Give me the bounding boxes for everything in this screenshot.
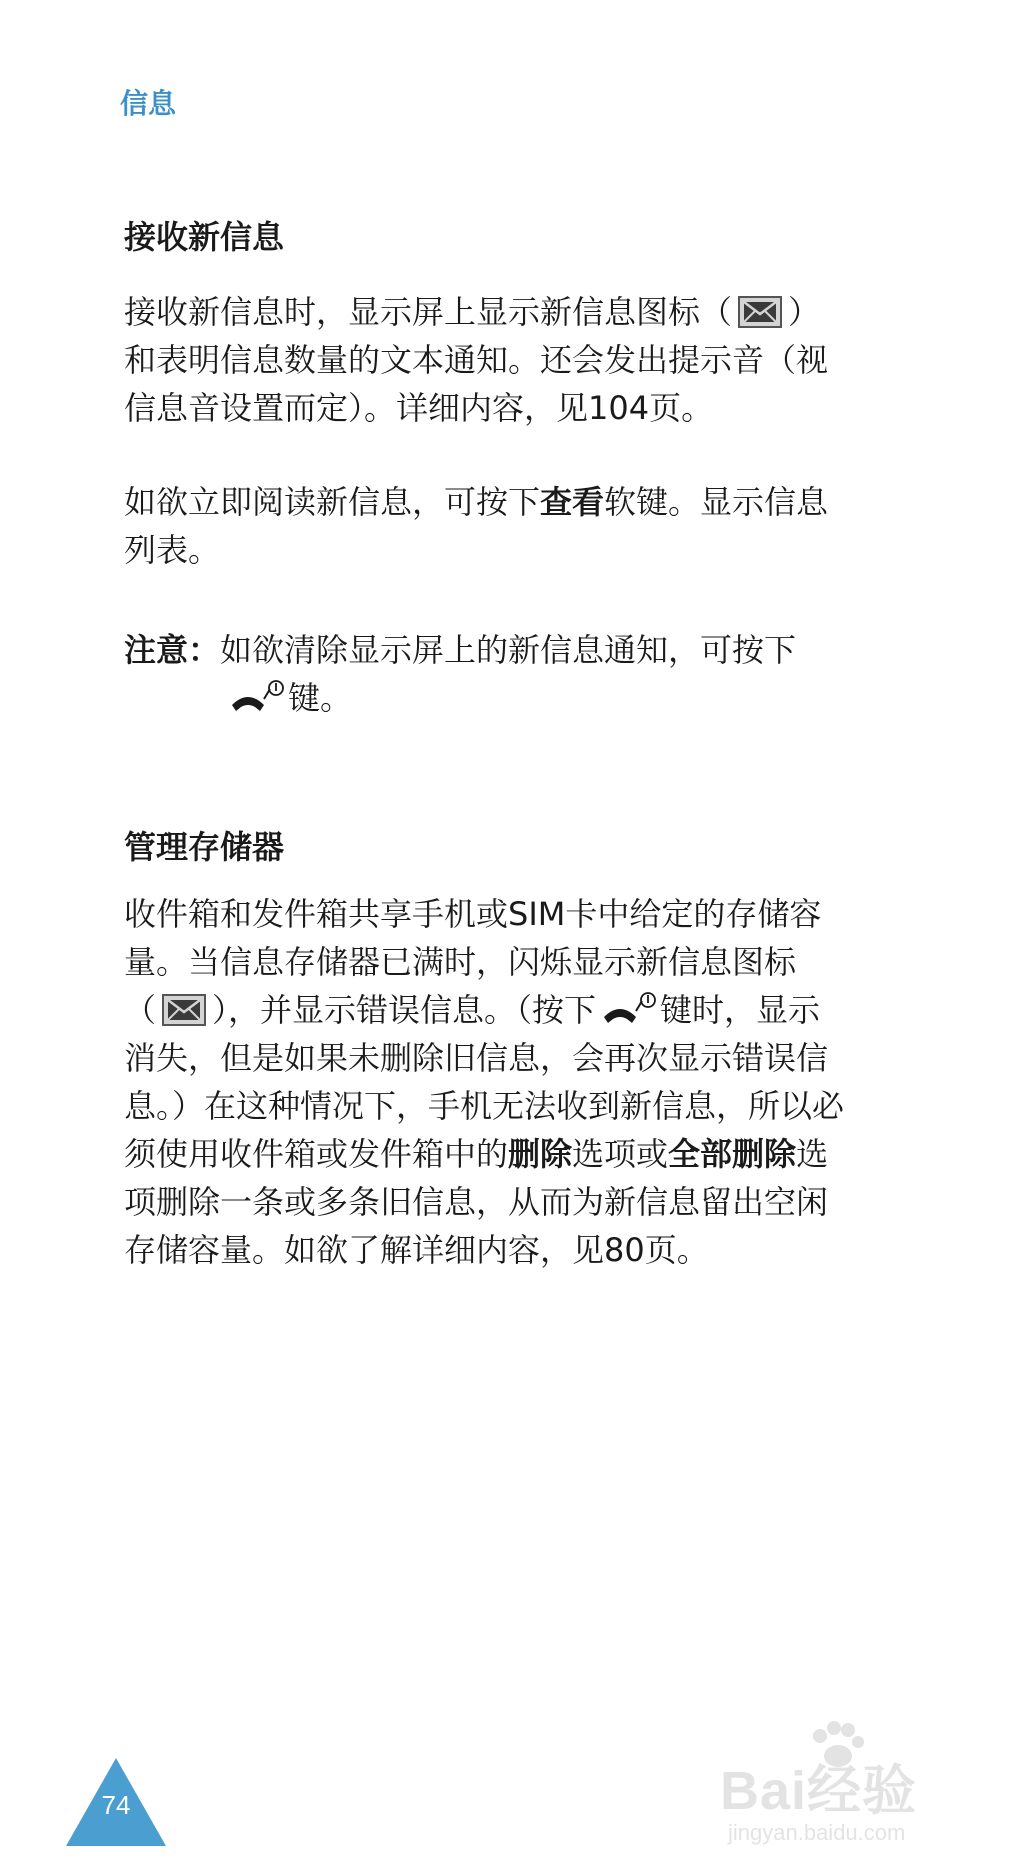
text-span: 软键。显示信息 bbox=[604, 483, 829, 521]
paragraph-line: 和表明信息数量的文本通知。还会发出提示音（视 bbox=[124, 341, 829, 379]
paragraph-line: 存储容量。如欲了解详细内容，见80页。 bbox=[124, 1231, 709, 1269]
paragraph-line bbox=[124, 626, 884, 674]
option-delete-all-label: 全部删除 bbox=[668, 1135, 797, 1173]
text-span: 如欲立即阅读新信息，可按下 bbox=[124, 483, 541, 521]
paragraph-read-now bbox=[124, 478, 884, 574]
text-span: 须使用收件箱或发件箱中的 bbox=[124, 1135, 509, 1173]
paragraph-line bbox=[124, 986, 884, 1034]
envelope-icon bbox=[162, 991, 206, 1023]
watermark-brand: Bai经验 bbox=[720, 1761, 918, 1821]
paragraph-line bbox=[124, 288, 884, 336]
option-delete-label: 删除 bbox=[508, 1135, 573, 1173]
end-call-icon bbox=[228, 679, 284, 715]
paragraph-line: 量。当信息存储器已满时，闪烁显示新信息图标 bbox=[124, 943, 797, 981]
text-span: 如欲清除显示屏上的新信息通知，可按下 bbox=[220, 631, 797, 669]
softkey-view-label: 查看 bbox=[540, 483, 605, 521]
page-number: 74 bbox=[101, 1790, 131, 1820]
paragraph-line bbox=[124, 674, 884, 722]
text-span: 键。 bbox=[288, 679, 353, 717]
paragraph-line bbox=[124, 1130, 884, 1178]
chapter-header: 信息 bbox=[120, 87, 177, 120]
watermark bbox=[720, 1720, 970, 1850]
text-span: （ bbox=[124, 991, 157, 1029]
text-span: 选项或 bbox=[572, 1135, 669, 1173]
text-span: 选 bbox=[796, 1135, 829, 1173]
note-label: 注意： bbox=[124, 631, 221, 669]
paragraph-line: 息。）在这种情况下，手机无法收到新信息，所以必 bbox=[124, 1087, 845, 1125]
paragraph-line: 列表。 bbox=[124, 531, 221, 569]
text-span: 接收新信息时，显示屏上显示新信息图标（ bbox=[124, 293, 733, 331]
section-title-receive: 接收新信息 bbox=[124, 218, 285, 256]
watermark-url: jingyan.baidu.com bbox=[728, 1820, 906, 1845]
paragraph-receive-intro bbox=[124, 288, 884, 432]
paragraph-line: 项删除一条或多条旧信息，从而为新信息留出空闲 bbox=[124, 1183, 829, 1221]
text-span: 键时，显示 bbox=[660, 991, 821, 1029]
paragraph-line: 信息音设置而定）。详细内容，见104页。 bbox=[124, 389, 714, 427]
end-call-icon bbox=[600, 991, 656, 1027]
note-block bbox=[124, 626, 884, 722]
paragraph-memory bbox=[124, 890, 884, 1274]
paragraph-line bbox=[124, 478, 884, 526]
section-title-memory: 管理存储器 bbox=[124, 828, 285, 866]
paragraph-line: 收件箱和发件箱共享手机或SIM卡中给定的存储容 bbox=[124, 895, 822, 933]
text-span: ） bbox=[788, 293, 821, 331]
text-span: ），并显示错误信息。（按下 bbox=[212, 991, 597, 1029]
envelope-icon bbox=[738, 293, 782, 325]
paragraph-line: 消失，但是如果未删除旧信息，会再次显示错误信 bbox=[124, 1039, 829, 1077]
